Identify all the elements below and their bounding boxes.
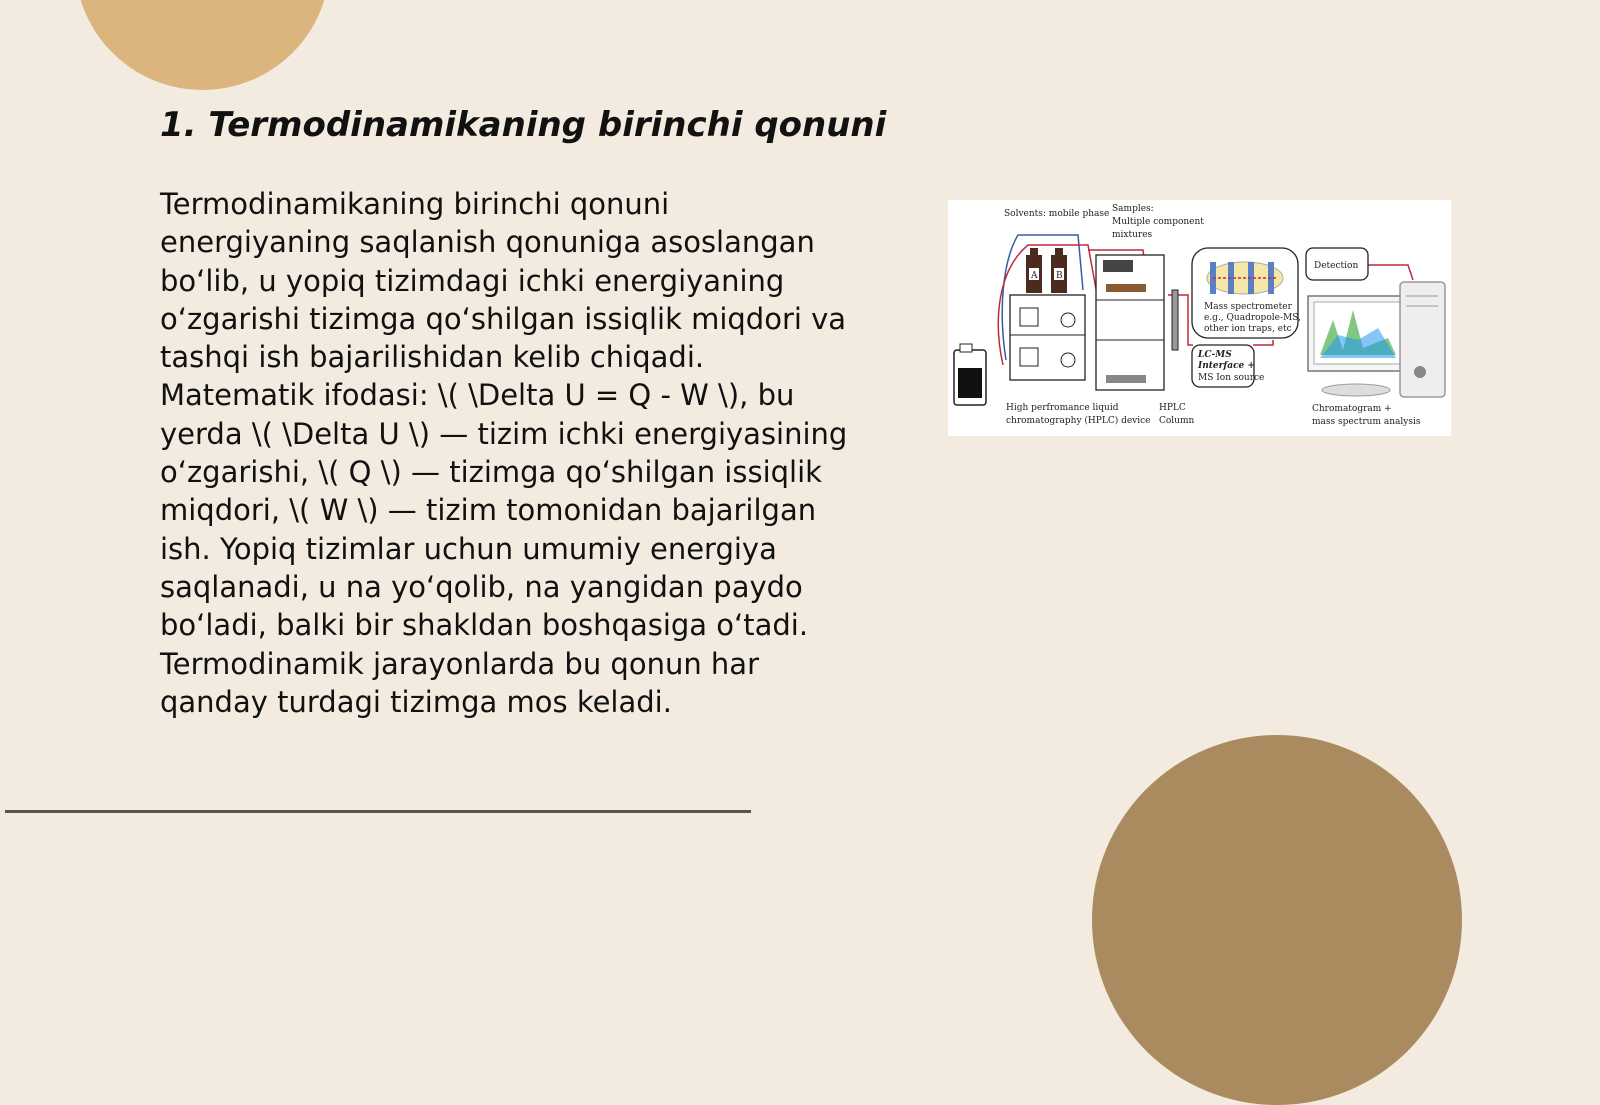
slide-title: 1. Termodinamikaning birinchi qonuni: [160, 105, 887, 145]
bottle-b-label: B: [1056, 271, 1063, 281]
hplc-device-label-line1: High perfromance liquid: [1006, 403, 1119, 413]
hplc-column: [1172, 290, 1178, 350]
samples-label-line3: mixtures: [1112, 230, 1153, 240]
ms-label-line2: e.g., Quadropole-MS,: [1204, 313, 1301, 323]
hplc-column-label-line1: HPLC: [1159, 403, 1186, 413]
detection-label: Detection: [1314, 261, 1359, 271]
lcms-label-line3: MS Ion source: [1198, 373, 1265, 383]
computer-tower: [1400, 282, 1445, 397]
samples-label-line2: Multiple component: [1112, 217, 1204, 227]
bottle-a-label: A: [1031, 271, 1038, 281]
hplc-device-label-line2: chromatography (HPLC) device: [1006, 416, 1151, 426]
hplc-autosampler: [1096, 255, 1164, 390]
lcms-label-line1: LC-MS: [1198, 350, 1232, 360]
chromatogram-label-line1: Chromatogram +: [1312, 404, 1392, 414]
lc-ms-diagram: [948, 200, 1451, 436]
solvents-label: Solvents: mobile phase: [1004, 209, 1110, 219]
tubing-red-4: [1253, 340, 1273, 345]
ms-label-line3: other ion traps, etc: [1204, 324, 1292, 334]
tubing-red-5: [1368, 265, 1413, 280]
decorative-circle-top: [75, 0, 330, 90]
hplc-column-label-line2: Column: [1159, 416, 1195, 426]
ms-label-line1: Mass spectrometer: [1204, 302, 1292, 312]
divider-line: [5, 810, 751, 813]
lcms-label-line2: Interface +: [1198, 361, 1255, 371]
lc-ms-diagram-svg: [948, 200, 1451, 436]
chromatogram-label-line2: mass spectrum analysis: [1312, 417, 1421, 427]
slide-body-text: Termodinamikaning birinchi qonuni energiyaning saqlanish qonuniga asoslangan bo‘lib, u yopiq tizimdagi ichki energiyaning o‘zgarishi tizimga qo‘shilgan issiqlik miqdori va tashqi ish bajarilishidan kelib chiqadi. Matematik ifodasi: \( \Delta U = Q - W \), bu yerda \( \Delta U \) — tizim ichki energiyasining o‘zgarishi, \( Q \) — tizimga qo‘shilgan issiqlik miqdori, \( W \) — tizim tomonidan bajarilgan ish. Yopiq tizimlar uchun umumiy energiya saqlanadi, u na yo‘qolib, na yangidan paydo bo‘ladi, balki bir shakldan boshqasiga o‘tadi. Termodinamik jarayonlarda bu qonun har qanday turdagi tizimga mos keladi.: [160, 187, 848, 719]
samples-label-line1: Samples:: [1112, 204, 1154, 214]
decorative-circle-bottom: [1092, 735, 1462, 1105]
